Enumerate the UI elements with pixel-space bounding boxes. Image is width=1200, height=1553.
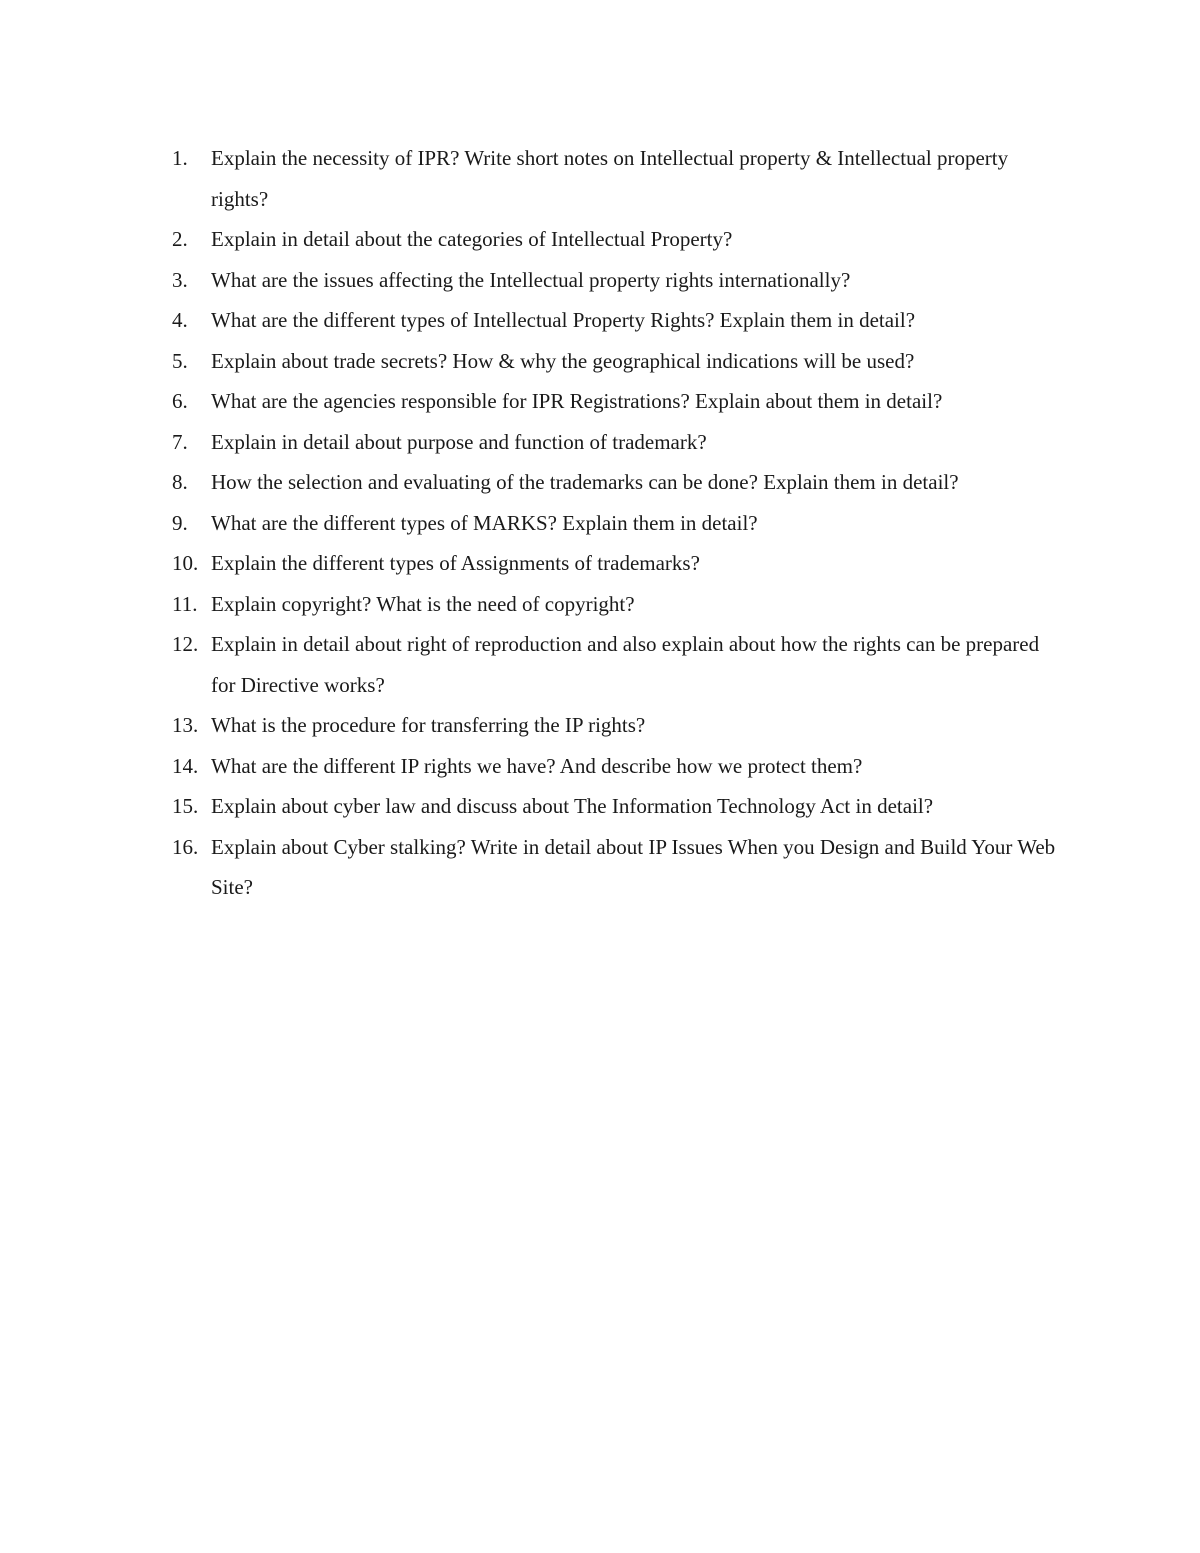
question-number: 12. bbox=[172, 632, 199, 656]
question-text: Explain in detail about right of reproduction and also explain about how the rights can be prepared for Directive works? bbox=[211, 632, 1040, 697]
question-item-14 bbox=[172, 746, 1072, 787]
question-text: What are the different types of MARKS? Explain them in detail? bbox=[211, 510, 758, 535]
question-number: 14. bbox=[172, 753, 199, 778]
question-number: 11. bbox=[172, 591, 198, 616]
question-item-10 bbox=[172, 543, 1072, 584]
question-item-6 bbox=[172, 381, 1072, 422]
question-item-12 bbox=[172, 624, 1072, 705]
question-text: Explain in detail about the categories of Intellectual Property? bbox=[211, 227, 733, 251]
question-number: 1. bbox=[172, 146, 188, 170]
question-text: What are the different types of Intellectual Property Rights? Explain them in detail? bbox=[211, 308, 916, 332]
question-text: Explain about trade secrets? How & why the geographical indications will be used? bbox=[211, 348, 915, 373]
question-item-2 bbox=[172, 219, 1072, 260]
question-item-3 bbox=[172, 260, 1072, 301]
question-item-7 bbox=[172, 422, 1072, 463]
question-text: Explain in detail about purpose and function of trademark? bbox=[211, 429, 707, 454]
question-number: 7. bbox=[172, 429, 188, 454]
question-number: 10. bbox=[172, 551, 199, 575]
question-number: 6. bbox=[172, 389, 188, 413]
question-item-4 bbox=[172, 300, 1072, 341]
question-item-11 bbox=[172, 584, 1072, 625]
question-text: Explain about Cyber stalking? Write in detail about IP Issues When you Design and Build Your Web Site? bbox=[211, 834, 1056, 899]
question-number: 16. bbox=[172, 834, 199, 859]
question-number: 8. bbox=[172, 470, 188, 494]
question-text: What are the issues affecting the Intellectual property rights internationally? bbox=[211, 267, 851, 292]
question-text: Explain the different types of Assignments of trademarks? bbox=[211, 551, 700, 575]
question-text: What is the procedure for transferring the IP rights? bbox=[211, 713, 646, 737]
question-item-9 bbox=[172, 503, 1072, 544]
question-number: 2. bbox=[172, 227, 188, 251]
question-item-5 bbox=[172, 341, 1072, 382]
question-item-15 bbox=[172, 786, 1072, 827]
question-number: 13. bbox=[172, 713, 199, 737]
question-item-13 bbox=[172, 705, 1072, 746]
question-text: Explain copyright? What is the need of copyright? bbox=[211, 591, 635, 616]
question-number: 15. bbox=[172, 794, 199, 818]
question-item-8 bbox=[172, 462, 1072, 503]
question-number: 4. bbox=[172, 308, 188, 332]
question-text: What are the different IP rights we have? And describe how we protect them? bbox=[211, 753, 863, 778]
question-number: 3. bbox=[172, 267, 188, 292]
question-number: 9. bbox=[172, 510, 188, 535]
question-item-1 bbox=[172, 138, 1072, 219]
question-text: What are the agencies responsible for IPR Registrations? Explain about them in detail? bbox=[211, 389, 943, 413]
question-text: Explain about cyber law and discuss about The Information Technology Act in detail? bbox=[211, 794, 934, 818]
question-item-16 bbox=[172, 827, 1072, 908]
question-list bbox=[172, 138, 1072, 908]
question-text: Explain the necessity of IPR? Write short notes on Intellectual property & Intellectual property rights? bbox=[211, 146, 1009, 211]
question-number: 5. bbox=[172, 348, 188, 373]
question-text: How the selection and evaluating of the trademarks can be done? Explain them in detail? bbox=[211, 470, 959, 494]
